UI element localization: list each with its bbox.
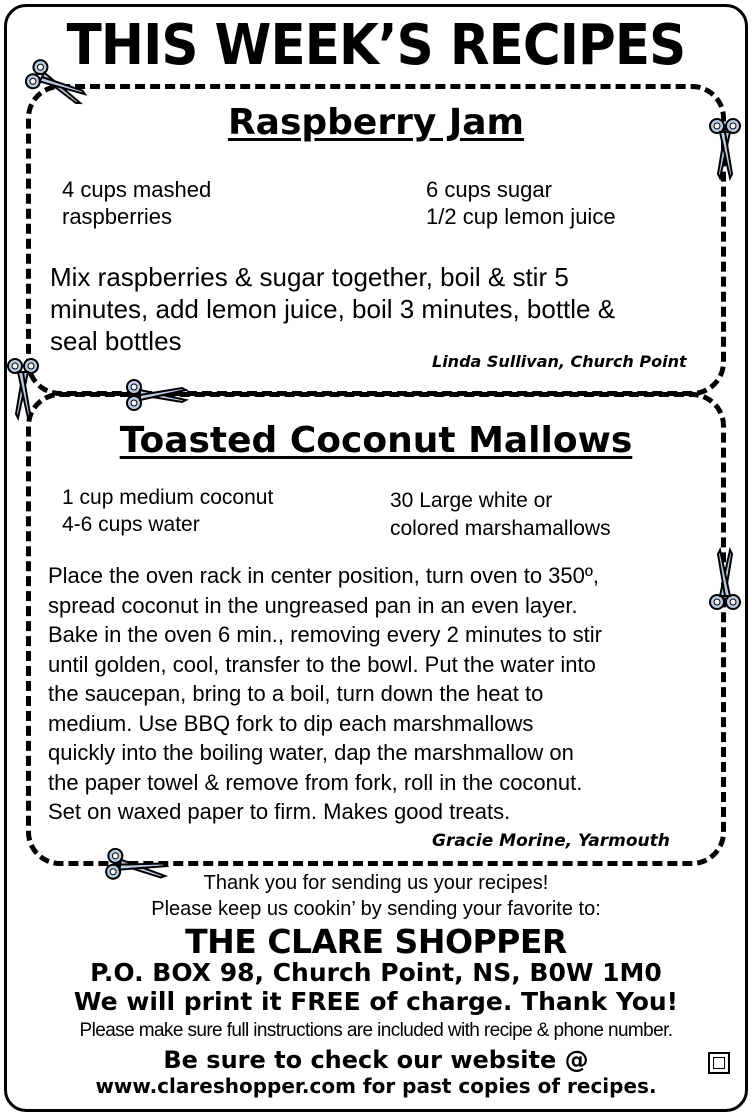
direction-line: Mix raspberries & sugar together, boil & stir 5	[50, 262, 569, 292]
direction-line: quickly into the boiling water, dap the marshmallow on	[48, 740, 574, 765]
ingredient: colored marshamallows	[390, 517, 611, 540]
direction-line: Place the oven rack in center position, turn oven to 350º,	[48, 563, 600, 588]
ingredient: 1/2 cup lemon juice	[426, 204, 616, 229]
ingredient: 30 Large white or	[390, 489, 553, 512]
recipe-author: Gracie Morine, Yarmouth	[432, 831, 670, 851]
mailing-address: P.O. BOX 98, Church Point, NS, B0W 1M0	[90, 958, 662, 987]
recipe-directions	[50, 261, 615, 357]
scissors-icon	[708, 116, 742, 182]
ingredient: 1 cup medium coconut	[62, 486, 274, 509]
scissors-icon	[6, 356, 40, 422]
ingredient: 4-6 cups water	[62, 513, 200, 536]
direction-line: seal bottles	[50, 326, 182, 356]
ingredients-left	[62, 176, 211, 230]
direction-line: until golden, cool, transfer to the bowl. Put the water into	[48, 651, 596, 677]
recipe-title: Toasted Coconut Mallows	[119, 420, 633, 461]
ingredient: 4 cups mashed	[62, 177, 212, 202]
ingredients-left	[62, 484, 273, 538]
publisher-name: THE CLARE SHOPPER	[185, 922, 567, 961]
page-title: THIS WEEK’S RECIPES	[66, 13, 686, 78]
thank-you-text: Thank you for sending us your recipes!	[203, 872, 549, 894]
checkbox-icon	[708, 1052, 730, 1074]
scissors-icon	[124, 378, 190, 412]
direction-line: minutes, add lemon juice, boil 3 minutes, bottle &	[50, 294, 616, 324]
ingredient: 6 cups sugar	[426, 177, 552, 202]
instructions-note: Please make sure full instructions are included with recipe & phone number.	[79, 1020, 673, 1041]
direction-line: the paper towel & remove from fork, roll in the coconut.	[48, 769, 583, 795]
recipe-directions	[48, 561, 602, 827]
direction-line: the saucepan, bring to a boil, turn down the heat to	[48, 681, 544, 706]
direction-line: medium. Use BBQ fork to dip each marshmallows	[48, 710, 534, 736]
recipe-author: Linda Sullivan, Church Point	[432, 352, 687, 371]
send-recipes-text: Please keep us cookin’ by sending your favorite to:	[151, 898, 601, 920]
website-prompt: Be sure to check our website @	[163, 1046, 589, 1074]
direction-line: Set on waxed paper to firm. Makes good treats.	[48, 799, 511, 824]
ingredient: raspberries	[62, 204, 173, 229]
direction-line: Bake in the oven 6 min., removing every 2 minutes to stir	[48, 622, 602, 647]
ingredients-right	[390, 487, 611, 543]
recipe-title: Raspberry Jam	[227, 102, 525, 143]
direction-line: spread coconut in the ungreased pan in an even layer.	[48, 592, 578, 618]
free-of-charge-text: We will print it FREE of charge. Thank You!	[73, 987, 679, 1016]
ingredients-right	[426, 176, 616, 230]
scissors-icon	[708, 546, 742, 612]
website-link[interactable]: www.clareshopper.com for past copies of recipes.	[95, 1074, 657, 1098]
